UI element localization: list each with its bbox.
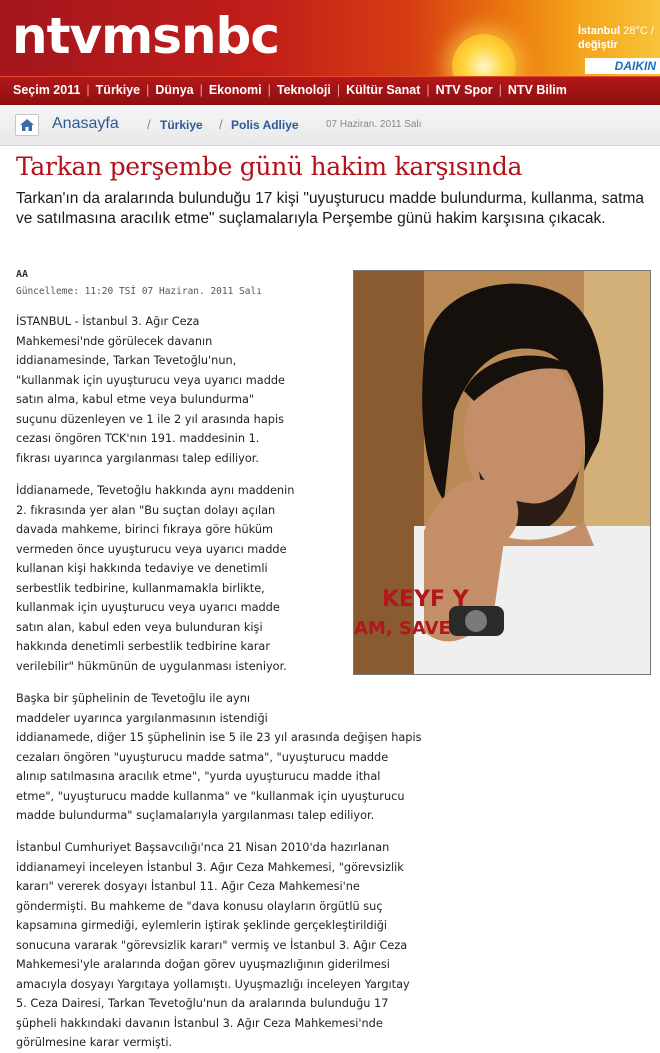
home-icon	[19, 118, 35, 132]
article-photo[interactable]	[353, 270, 651, 675]
article-paragraph-4	[16, 838, 410, 1053]
article-updated: Güncelleme: 11:20 TSİ 07 Haziran. 2011 Salı	[16, 286, 262, 297]
nav-item-teknoloji[interactable]: Teknoloji	[276, 83, 331, 97]
nav-separator: |	[146, 83, 150, 97]
article-line: verilebilir" hükmünün de uygulanması isteniyor.	[16, 659, 287, 673]
weather-change-link[interactable]: değiştir	[578, 39, 618, 51]
nav-item-dunya[interactable]: Dünya	[155, 83, 194, 97]
breadcrumb-item-polis-adliye[interactable]: Polis Adliye	[231, 118, 299, 132]
weather-city: İstanbul	[578, 25, 621, 37]
article-line: cezası öngören TCK'nın 191. maddesinin 1.	[16, 432, 260, 445]
article-line: suçunu düzenleyen ve 1 ile 2 yıl arasında hapis	[16, 412, 284, 426]
article-line: sonucuna vararak "görevsizlik kararı" vermiş ve İstanbul 3. Ağır Ceza	[16, 938, 408, 952]
nav-separator: |	[426, 83, 430, 97]
article-line: satın alma, kabul etme veya bulundurma"	[16, 393, 255, 406]
article-source: AA	[16, 269, 29, 280]
main-nav	[0, 76, 660, 105]
article-line: kullanan kişi hakkında tedaviye ve denetimli	[16, 562, 268, 575]
article-line: "kullanmak için uyuşturucu veya uyarıcı madde	[16, 373, 286, 387]
breadcrumb-home-link[interactable]: Anasayfa	[52, 115, 119, 132]
article-line: maddeler uyarınca yargılanmasının istendiği	[16, 711, 268, 725]
home-button[interactable]	[15, 114, 39, 136]
article-line: İSTANBUL - İstanbul 3. Ağır Ceza	[16, 315, 200, 328]
article-spot: Tarkan'ın da aralarında bulunduğu 17 kişi "uyuşturucu madde bulundurma, kullanma, satma ve satılmasına aracılık etme" suçlamalarıyla Perşembe günü hakim karşısına çıkacak.	[16, 190, 644, 227]
breadcrumb	[0, 105, 660, 146]
nav-item-ntv-bilim[interactable]: NTV Bilim	[507, 83, 567, 97]
article-line: fıkrası uyarınca yargılanması talep ediliyor.	[16, 451, 259, 465]
article-line: alınıp satılmasına aracılık etme", "yurda uyuşturucu madde ithal	[16, 770, 381, 783]
sun-icon	[452, 34, 516, 76]
article-line: iddianamesinde, Tarkan Tevetoğlu'nun,	[16, 354, 237, 367]
shirt-text-1: KEYF Y	[382, 587, 469, 612]
nav-item-ntv-spor[interactable]: NTV Spor	[435, 83, 493, 97]
article-line: şüpheli hakkındaki davanın İstanbul 3. Ağır Ceza Mahkemesi'nde	[16, 1016, 383, 1030]
nav-item-secim-2011[interactable]: Seçim 2011	[13, 83, 81, 97]
article-line: kullanmak için uyuşturucu veya uyarıcı madde	[16, 601, 280, 614]
nav-item-turkiye[interactable]: Türkiye	[95, 83, 141, 97]
nav-separator: |	[86, 83, 90, 97]
breadcrumb-separator: /	[147, 117, 151, 132]
nav-separator: |	[199, 83, 203, 97]
nav-separator: |	[336, 83, 341, 97]
weather-widget[interactable]	[578, 24, 654, 52]
article-line: görülmesine karar vermişti.	[16, 1036, 173, 1049]
article-line: etme", "uyuşturucu madde kullanma" ve "kullanmak için uyuşturucu	[16, 789, 405, 803]
article-line: hakkında denetimli serbestlik tedbirine karar	[16, 640, 270, 653]
article-line: vermeden önce uyuşturucu veya uyarıcı madde	[16, 542, 287, 556]
article-line: satın alan, kabul eden veya bulunduran kişi	[16, 620, 263, 634]
article-line: madde bulundurma" suçlamalarıyla yargılanması talep ediliyor.	[16, 809, 375, 822]
article-line: göndermişti. Bu mahkeme de "dava konusu olayların örgütlü suç	[16, 899, 383, 913]
article-line: amacıyla dosyayı Yargıtaya yollamıştı. Uyuşmazlığı inceleyen Yargıtay	[16, 977, 410, 991]
article-line: 5. Ceza Dairesi, Tarkan Tevetoğlu'nun da aralarında bulunduğu 17	[16, 997, 389, 1010]
breadcrumb-item-turkiye[interactable]: Türkiye	[160, 118, 203, 132]
article-line: Başka bir şüphelinin de Tevetoğlu ile aynı	[16, 692, 251, 705]
article-line: davada mahkeme, birinci fıkraya göre hüküm	[16, 523, 274, 536]
weather-temp: 28°C /	[623, 25, 654, 37]
article-paragraph-3	[16, 689, 422, 826]
article-line: kapsamına girmediği, eylemlerin iştirak şeklinde gerçekleştirildiği	[16, 919, 388, 932]
article-line: Mahkemesi'yle aralarında doğan görev uyuşmazlığının giderilmesi	[16, 958, 390, 971]
breadcrumb-date: 07 Haziran. 2011 Salı	[326, 119, 422, 130]
nav-separator: |	[267, 83, 271, 97]
site-logo[interactable]: ntvmsnbc	[12, 7, 279, 65]
breadcrumb-separator: /	[219, 117, 223, 132]
sponsor-logo[interactable]: DAIKIN	[585, 58, 660, 74]
article-line: iddianamede, diğer 15 şüphelinin ise 5 ile 23 yıl arasında değişen hapis	[16, 731, 422, 744]
site-header	[0, 0, 660, 76]
article-line: serbestlik tedbirine, kullanmamakla birlikte,	[16, 581, 265, 595]
article-line: kararı" vererek dosyayı İstanbul 11. Ağır Ceza Mahkemesi'ne	[16, 880, 360, 893]
nav-item-ekonomi[interactable]: Ekonomi	[208, 83, 262, 97]
article-line: iddianameyi inceleyen İstanbul 3. Ağır Ceza Mahkemesi, "görevsizlik	[16, 860, 404, 874]
article-line: 2. fıkrasında yer alan "Bu suçtan dolayı açılan	[16, 503, 276, 517]
article-paragraph-1	[16, 312, 285, 468]
article-paragraph-2	[16, 481, 294, 676]
portrait-illustration	[354, 271, 650, 674]
article-line: cezaları öngören "uyuşturucu madde satma", "uyuşturucu madde	[16, 750, 389, 764]
nav-item-kultur-sanat[interactable]: Kültür Sanat	[346, 83, 421, 97]
article-line: Mahkemesi'nde görülecek davanın	[16, 334, 213, 348]
shirt-text-2: AM, SAVE	[354, 618, 451, 639]
nav-separator: |	[498, 83, 502, 97]
article-line: İddianamede, Tevetoğlu hakkında aynı maddenin	[16, 484, 295, 497]
article-title: Tarkan perşembe günü hakim karşısında	[16, 152, 523, 181]
article-line: İstanbul Cumhuriyet Başsavcılığı'nca 21 Nisan 2010'da hazırlanan	[16, 841, 390, 854]
